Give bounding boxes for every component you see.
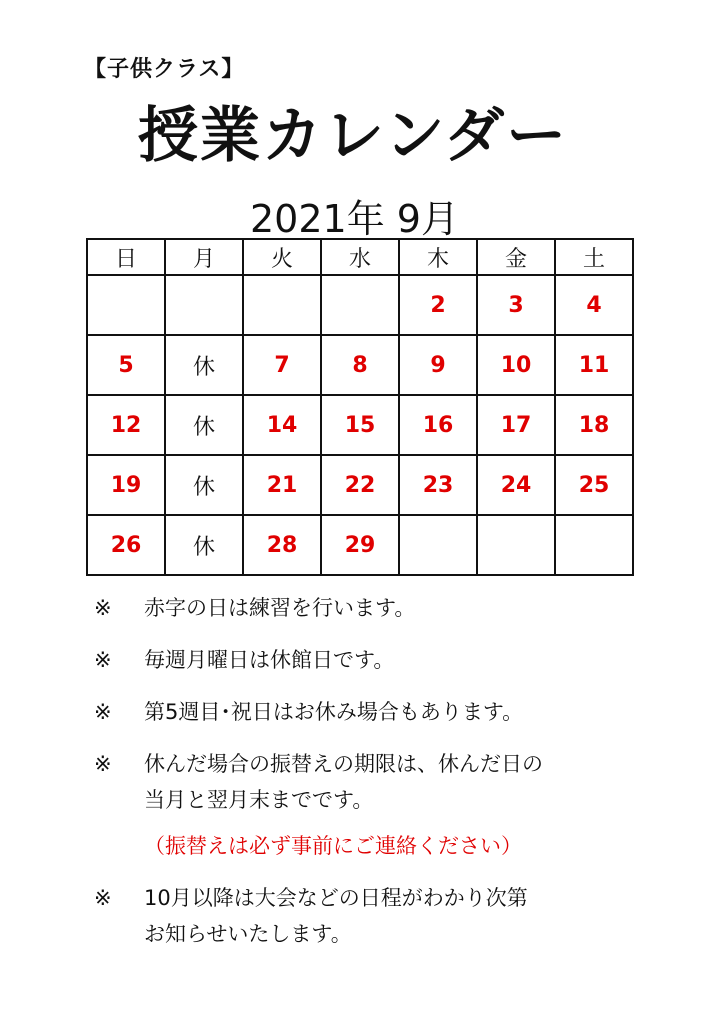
calendar-day: 7 <box>243 335 321 395</box>
note-highlight-text: （振替えは必ず事前にご連絡ください） <box>144 834 522 858</box>
calendar-day: 3 <box>477 275 555 335</box>
note-text: 10月以降は大会などの日程がわかり次第 お知らせいたします。 <box>144 886 528 946</box>
closed-day-label: 休 <box>165 455 243 515</box>
weekday-header-row <box>87 239 633 275</box>
calendar-day: 17 <box>477 395 555 455</box>
weekday-header-sat: 土 <box>555 239 633 275</box>
note-item <box>94 590 694 626</box>
calendar-day: 4 <box>555 275 633 335</box>
calendar-day: 21 <box>243 455 321 515</box>
calendar-day: 14 <box>243 395 321 455</box>
calendar-day: 11 <box>555 335 633 395</box>
calendar-day <box>321 275 399 335</box>
reference-mark-icon: ※ <box>94 596 112 620</box>
closed-day-label: 休 <box>165 335 243 395</box>
calendar-day: 23 <box>399 455 477 515</box>
weekday-header-thu: 木 <box>399 239 477 275</box>
week-row <box>87 395 633 455</box>
note-text: 第5週目･祝日はお休み場合もあります。 <box>144 700 524 724</box>
calendar-day: 22 <box>321 455 399 515</box>
calendar-day: 10 <box>477 335 555 395</box>
calendar-day: 16 <box>399 395 477 455</box>
page-title: 授業カレンダー <box>138 101 569 171</box>
note-item <box>94 694 694 730</box>
calendar-day <box>399 515 477 575</box>
note-text: 毎週月曜日は休館日です。 <box>144 648 395 672</box>
reference-mark-icon: ※ <box>94 752 112 776</box>
calendar-day: 24 <box>477 455 555 515</box>
weekday-header-wed: 水 <box>321 239 399 275</box>
week-row <box>87 275 633 335</box>
calendar-day: 26 <box>87 515 165 575</box>
calendar-day <box>165 275 243 335</box>
class-subtitle: 【子供クラス】 <box>84 57 245 82</box>
calendar-day: 8 <box>321 335 399 395</box>
week-row <box>87 455 633 515</box>
calendar-day: 9 <box>399 335 477 395</box>
weekday-header-sun: 日 <box>87 239 165 275</box>
note-item <box>94 880 694 952</box>
reference-mark-icon: ※ <box>94 648 112 672</box>
weekday-header-fri: 金 <box>477 239 555 275</box>
week-row <box>87 515 633 575</box>
calendar-day: 25 <box>555 455 633 515</box>
weekday-header-tue: 火 <box>243 239 321 275</box>
week-row <box>87 335 633 395</box>
calendar-day <box>87 275 165 335</box>
calendar-day: 2 <box>399 275 477 335</box>
calendar-day: 5 <box>87 335 165 395</box>
closed-day-label: 休 <box>165 515 243 575</box>
reference-mark-icon: ※ <box>94 886 112 910</box>
calendar-day: 19 <box>87 455 165 515</box>
calendar-day: 29 <box>321 515 399 575</box>
calendar-day: 12 <box>87 395 165 455</box>
calendar-day <box>555 515 633 575</box>
note-item <box>94 746 694 864</box>
calendar-day: 18 <box>555 395 633 455</box>
calendar-day <box>477 515 555 575</box>
note-item <box>94 642 694 678</box>
note-text: 休んだ場合の振替えの期限は、休んだ日の 当月と翌月末までです。 <box>144 752 543 812</box>
calendar-day <box>243 275 321 335</box>
closed-day-label: 休 <box>165 395 243 455</box>
calendar-day: 28 <box>243 515 321 575</box>
reference-mark-icon: ※ <box>94 700 112 724</box>
calendar-day: 15 <box>321 395 399 455</box>
notes-section <box>94 590 694 968</box>
weekday-header-mon: 月 <box>165 239 243 275</box>
calendar-table <box>86 238 634 576</box>
month-title: 2021年 9月 <box>250 197 459 241</box>
note-text: 赤字の日は練習を行います。 <box>144 596 416 620</box>
